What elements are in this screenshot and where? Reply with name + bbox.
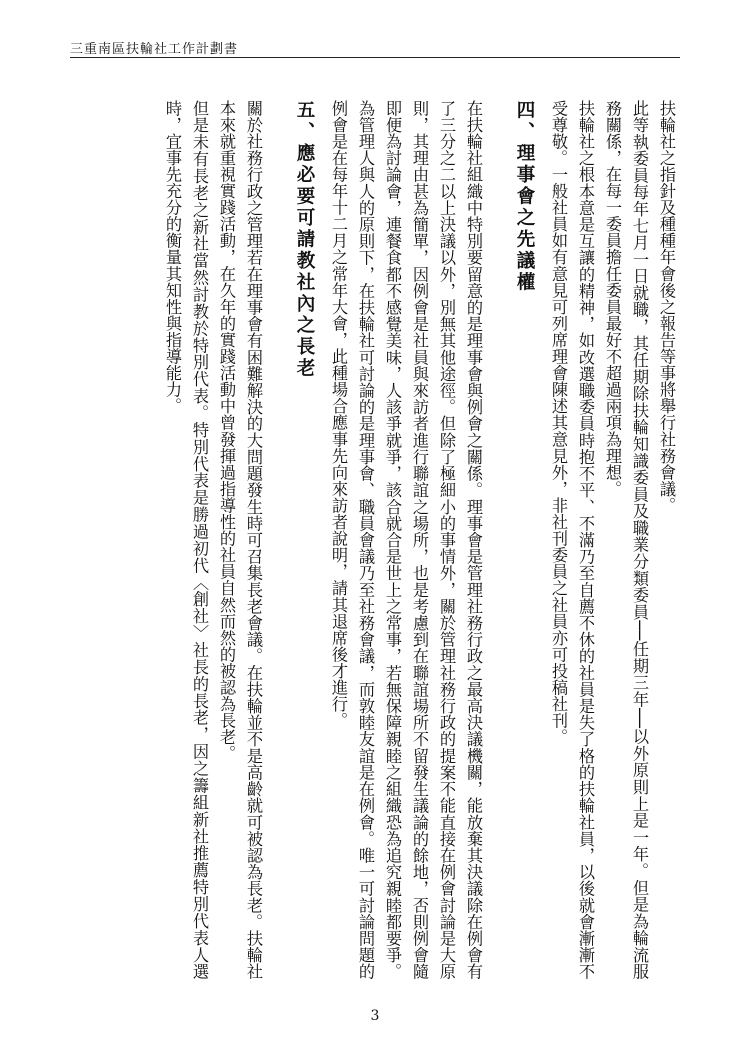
page-number: 3 — [370, 1008, 380, 1024]
body-paragraph: 扶輪社之指針及種種年會後之報告等事將舉行社務會議。 — [657, 100, 676, 514]
vertical-text-flow — [70, 100, 680, 980]
body-paragraph: 扶輪社之根本意是互讓的精神，如改選職委員時抱不平、不滿乃至自薦不休的社員是失了格的扶輪社員，以後就會漸漸不受尊敬。一般社員如有意見可列席理會陳述其意見外，非社刊委員之社員亦可投稿社刊。 — [549, 100, 595, 980]
body-paragraph: 但是未有長老之新社當然討教於特別代表。特別代表是勝過初代〈創社〉社長的長老，因之籌組新社推薦特別代表人選時，宜事先充分的衡量其知性與指導能力。 — [163, 100, 209, 980]
body-paragraph: 關於社務行政之管理若在理事會有困難解決的大問題發生時可召集長老會議。在扶輪並不是高齡就可被認為長老。扶輪社本來就重視實踐活動，在久年的實踐活動中曾發揮過指導性的社員自然而然的被認為長老。 — [217, 100, 263, 980]
body-paragraph: 此等執委員每年七月一日就職，其任期除扶輪知識委員及職業分類委員──任期三年──以外原則上是一年。但是為輪流服務關係，在每一委員擔任委員最好不超過兩項為理想。 — [603, 100, 649, 980]
running-header: 三重南區扶輪社工作計劃書 — [70, 42, 239, 57]
body-paragraph: 在扶輪社組織中特別要留意的是理事會與例會之關係。理事會是管理社務行政之最高決議機關，能放棄其決議除在例會有了三分之二以上決議以外，別無其他途徑。但除了極細小的事情外，關於管理社務行政的提案不能直接在例會討論是大原則，其理由甚為簡單，因例會是社員與來訪者進行聯誼之場所，也是考慮到在聯誼場所不留發生議論的餘地，否則例會隨即便為討論會，連餐食都不感覺美味，人該爭就爭，該合就合是世上之常事，若無保障親睦之組織恐為追究親睦都要爭。為管理人與人的原則下，在扶輪社可討論的是理事會、職員會議乃至社務會議，而敦睦友誼是在例會。唯一可討論問題的例會是在每年十二月之常年大會，此種場合應事先向來訪者說明，請其退席後才進行。 — [329, 100, 483, 980]
header-divider — [70, 57, 680, 58]
document-body — [70, 100, 680, 980]
section-heading: 五、應必要可請教社內之長老 — [294, 100, 315, 380]
section-heading: 四、理事會之先議權 — [514, 100, 535, 294]
